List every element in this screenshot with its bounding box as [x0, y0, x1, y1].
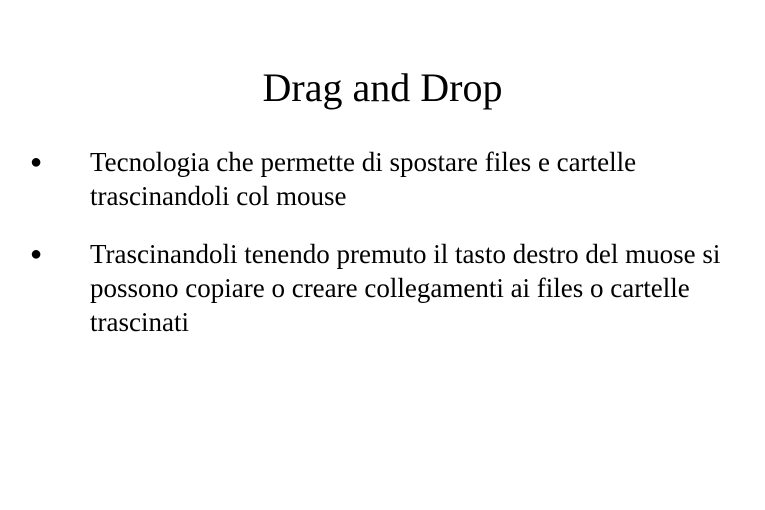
bullet-item [30, 145, 730, 213]
bullet-text: Tecnologia che permette di spostare files e cartelle trascinandoli col mouse [90, 147, 637, 211]
bullet-item [30, 237, 730, 339]
bullet-text: Trascinandoli tenendo premuto il tasto destro del muose si possono copiare o creare collegamenti ai files o cartelle trascinati [90, 239, 721, 337]
bullet-dot-icon: ● [30, 151, 43, 173]
bullet-dot-icon: ● [30, 243, 43, 265]
bullet-list [30, 145, 730, 363]
slide-title: Drag and Drop [262, 65, 503, 110]
